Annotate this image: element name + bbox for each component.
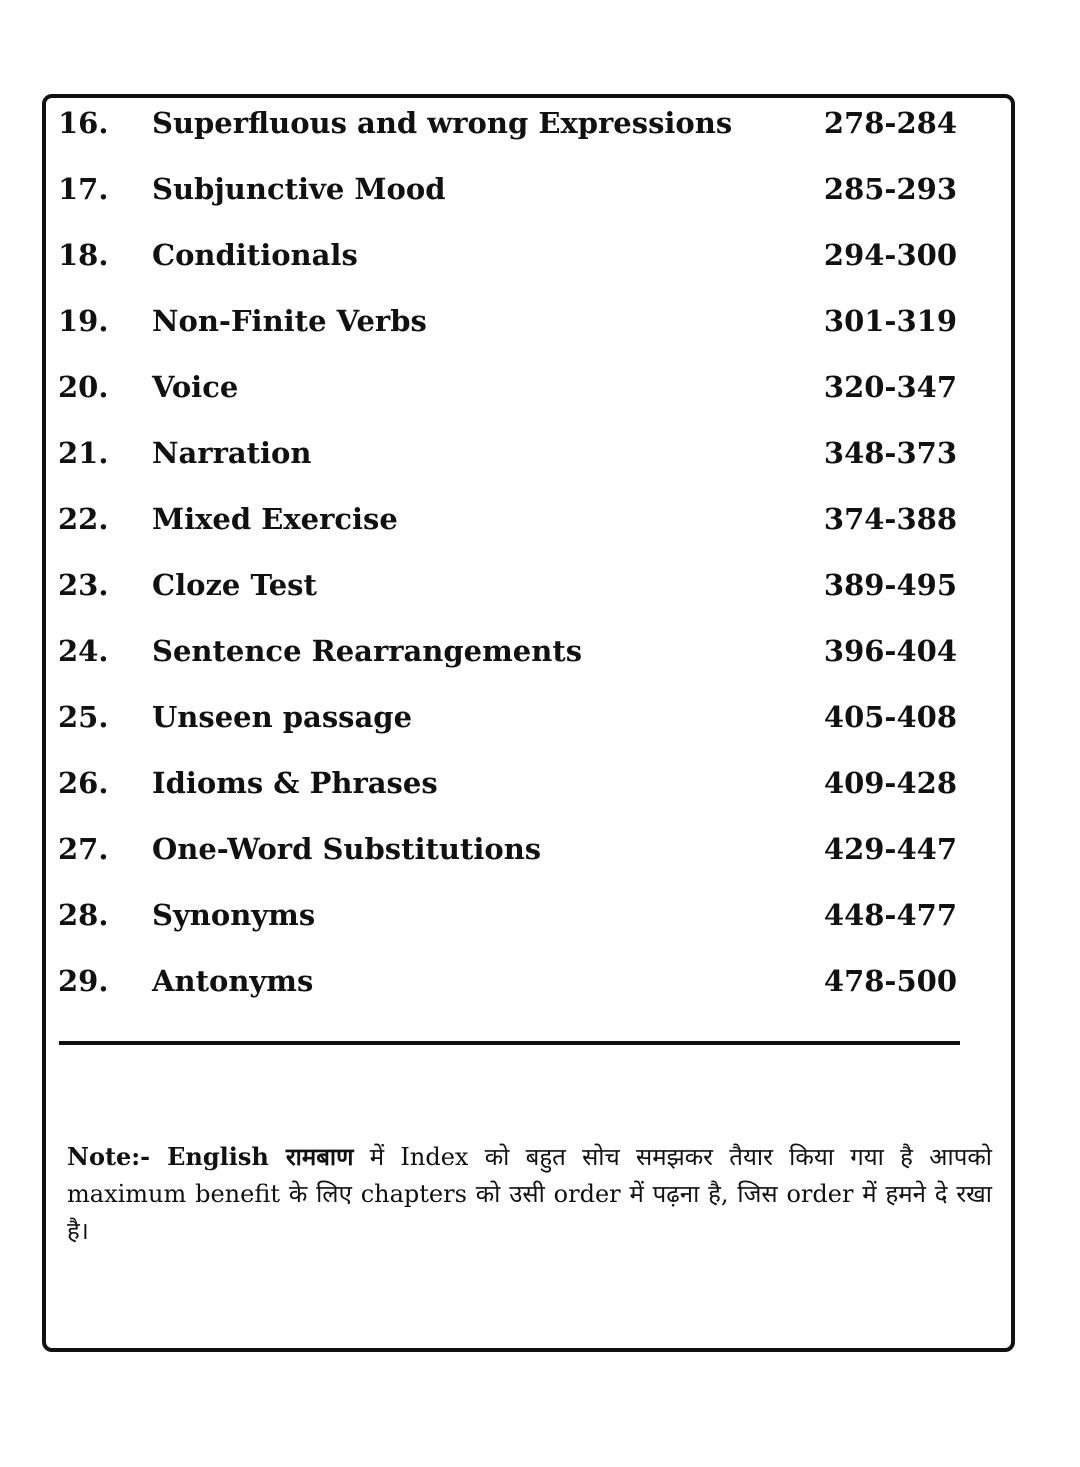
toc-row xyxy=(58,958,963,1024)
chapter-number: 19. xyxy=(58,304,109,338)
divider xyxy=(59,1041,960,1045)
toc-row xyxy=(58,166,963,232)
chapter-number: 24. xyxy=(58,634,109,668)
chapter-number: 25. xyxy=(58,700,109,734)
toc-row xyxy=(58,826,963,892)
toc-row xyxy=(58,100,963,166)
chapter-pages: 389-495 xyxy=(823,568,957,602)
chapter-number: 22. xyxy=(58,502,109,536)
chapter-pages: 348-373 xyxy=(823,436,957,470)
chapter-title: Narration xyxy=(152,436,312,470)
chapter-number: 23. xyxy=(58,568,109,602)
note-text: में Index को बहुत सोच समझकर तैयार किया गया है आपको maximum benefit के लिए chapters को उसी order में पढ़ना है, जिस order में हमने दे रखा है। xyxy=(67,1143,992,1245)
chapter-number: 29. xyxy=(58,964,109,998)
chapter-title: Unseen passage xyxy=(152,700,413,734)
toc-row xyxy=(58,628,963,694)
toc-row xyxy=(58,496,963,562)
note-label: Note:- xyxy=(67,1142,168,1171)
toc-row xyxy=(58,562,963,628)
toc-row xyxy=(58,232,963,298)
toc-row xyxy=(58,892,963,958)
note-book-name: English रामबाण xyxy=(167,1142,354,1171)
chapter-title: Superfluous and wrong Expressions xyxy=(152,106,733,140)
chapter-title: Subjunctive Mood xyxy=(152,172,446,206)
chapter-pages: 374-388 xyxy=(823,502,957,536)
chapter-number: 28. xyxy=(58,898,109,932)
chapter-number: 18. xyxy=(58,238,109,272)
chapter-pages: 396-404 xyxy=(823,634,957,668)
chapter-pages: 294-300 xyxy=(823,238,957,272)
chapter-title: Idioms & Phrases xyxy=(152,766,438,800)
chapter-pages: 285-293 xyxy=(823,172,957,206)
toc-row xyxy=(58,364,963,430)
toc-row xyxy=(58,760,963,826)
chapter-title: One-Word Substitutions xyxy=(152,832,542,866)
chapter-number: 16. xyxy=(58,106,109,140)
chapter-title: Antonyms xyxy=(152,964,314,998)
chapter-pages: 301-319 xyxy=(823,304,957,338)
chapter-title: Voice xyxy=(152,370,239,404)
chapter-title: Synonyms xyxy=(152,898,316,932)
chapter-number: 20. xyxy=(58,370,109,404)
table-of-contents xyxy=(58,100,963,1024)
toc-row xyxy=(58,298,963,364)
chapter-pages: 405-408 xyxy=(823,700,957,734)
note-paragraph xyxy=(67,1138,992,1250)
chapter-number: 17. xyxy=(58,172,109,206)
chapter-pages: 278-284 xyxy=(823,106,957,140)
chapter-pages: 320-347 xyxy=(823,370,957,404)
chapter-title: Conditionals xyxy=(152,238,358,272)
chapter-number: 21. xyxy=(58,436,109,470)
chapter-number: 26. xyxy=(58,766,109,800)
toc-row xyxy=(58,430,963,496)
chapter-title: Mixed Exercise xyxy=(152,502,398,536)
chapter-pages: 448-477 xyxy=(823,898,957,932)
chapter-title: Sentence Rearrangements xyxy=(152,634,583,668)
chapter-title: Cloze Test xyxy=(152,568,317,602)
chapter-title: Non-Finite Verbs xyxy=(152,304,427,338)
chapter-pages: 409-428 xyxy=(823,766,957,800)
toc-row xyxy=(58,694,963,760)
chapter-number: 27. xyxy=(58,832,109,866)
chapter-pages: 478-500 xyxy=(823,964,957,998)
chapter-pages: 429-447 xyxy=(823,832,957,866)
